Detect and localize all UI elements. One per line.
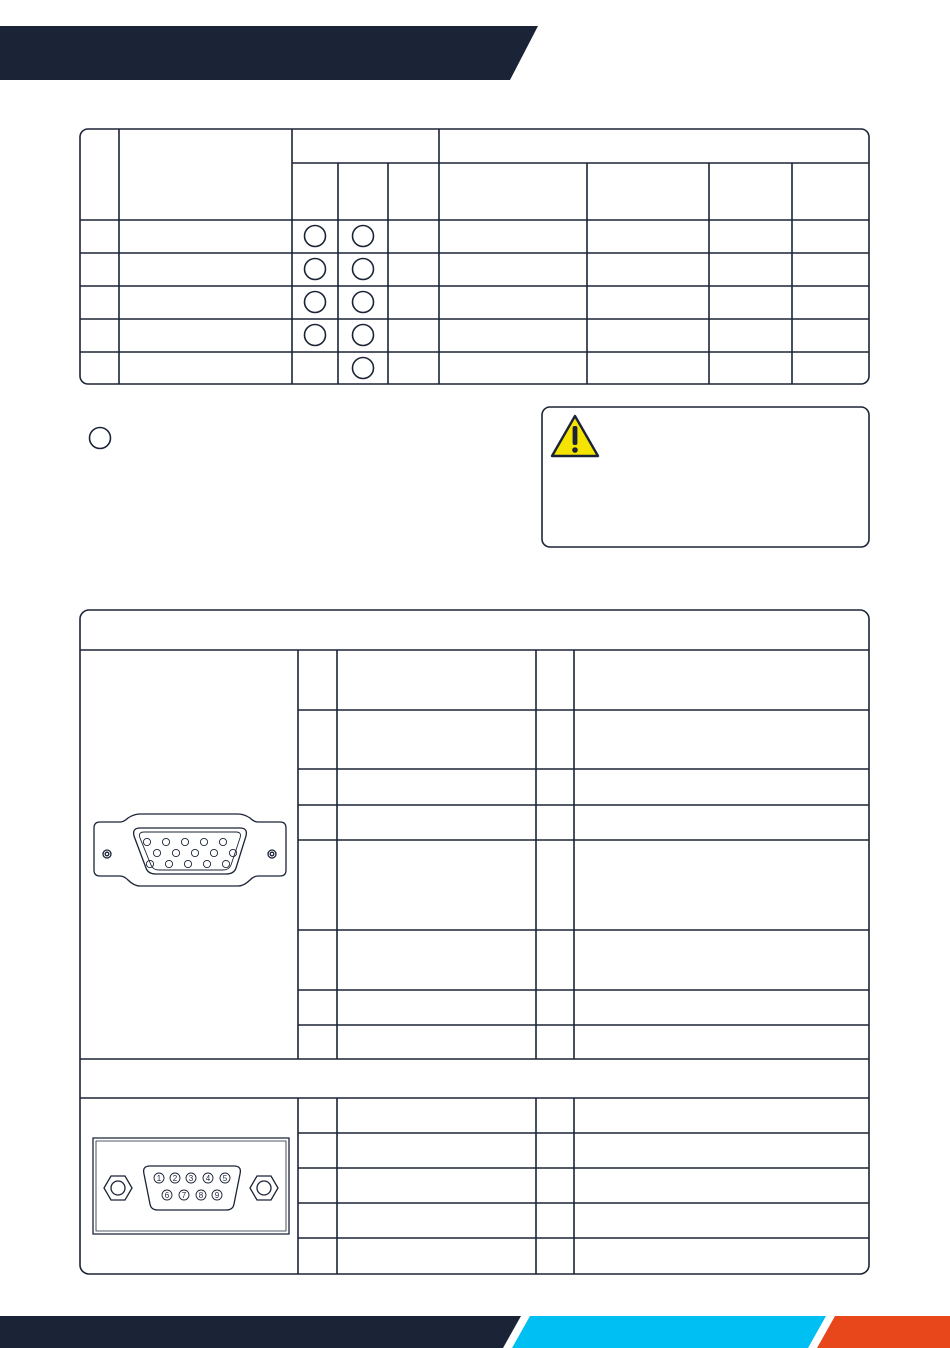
- vga-pin: [200, 838, 207, 845]
- vga-pin: [210, 849, 217, 856]
- vga-pin: [153, 849, 160, 856]
- vga-connector-icon: [94, 814, 286, 886]
- vga-pin: [172, 849, 179, 856]
- footer-dark-segment: [0, 1316, 521, 1348]
- db9-pin-label: 5: [222, 1174, 228, 1183]
- vga-pin: [143, 838, 150, 845]
- vga-pin: [181, 838, 188, 845]
- compat-circle-mark: [305, 226, 326, 247]
- compat-circle-mark: [353, 358, 374, 379]
- compat-circle-mark: [353, 259, 374, 280]
- header-banner-shape: [0, 26, 538, 80]
- footer-cyan-segment: [512, 1316, 826, 1348]
- compat-circle-mark: [353, 226, 374, 247]
- db9-pin-label: 3: [188, 1174, 194, 1183]
- pin-assignment-tables: [0, 600, 950, 1290]
- compat-circle-mark: [305, 259, 326, 280]
- compatibility-table: [0, 120, 950, 400]
- compat-circle-mark: [305, 325, 326, 346]
- vga-pin: [203, 860, 210, 867]
- db9-connector-icon: [93, 1138, 289, 1234]
- db9-pin-label: 1: [156, 1174, 162, 1183]
- vga-pin: [191, 849, 198, 856]
- warning-box: [540, 404, 874, 552]
- compat-circle-mark: [353, 292, 374, 313]
- db9-pin-label: 8: [198, 1191, 204, 1200]
- footer-orange-segment: [817, 1316, 950, 1348]
- compat-circle-mark: [353, 325, 374, 346]
- db9-pin-label: 6: [164, 1191, 170, 1200]
- circle-mark-icon: [88, 426, 114, 452]
- vga-pin: [165, 860, 172, 867]
- db9-pin-label: 4: [205, 1174, 211, 1183]
- footer-bar: [0, 1310, 950, 1348]
- vga-pin: [219, 838, 226, 845]
- compat-circle-mark: [305, 292, 326, 313]
- vga-pin: [222, 860, 229, 867]
- db9-pin-label: 9: [214, 1191, 220, 1200]
- vga-pin: [184, 860, 191, 867]
- db9-pin-label: 2: [172, 1174, 178, 1183]
- vga-pin: [229, 849, 236, 856]
- header-banner: [0, 0, 950, 90]
- vga-pin: [162, 838, 169, 845]
- table-border: [80, 129, 869, 384]
- db9-pin-label: 7: [181, 1191, 187, 1200]
- warning-triangle-icon: [552, 416, 598, 456]
